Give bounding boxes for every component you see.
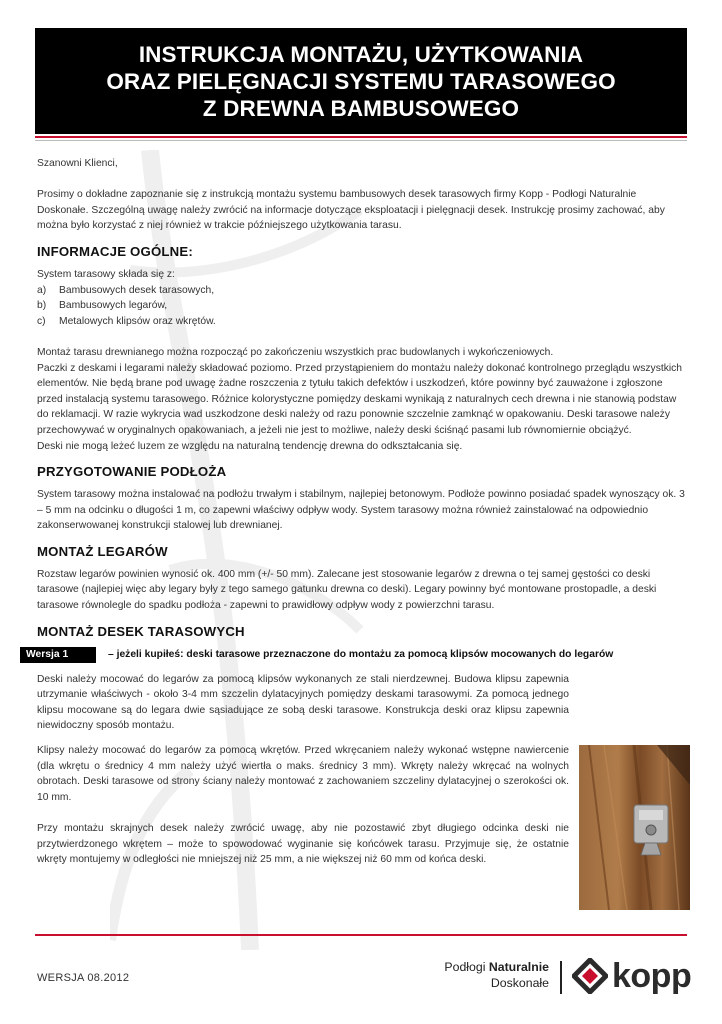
greeting: Szanowni Klienci,	[37, 158, 118, 169]
version-row	[26, 647, 685, 663]
footer-red-rule	[35, 934, 687, 936]
version-badge: Wersja 1	[20, 647, 96, 663]
list-text: Bambusowych legarów,	[59, 300, 168, 312]
brand-line2: Doskonałe	[490, 976, 549, 990]
heading-preparation: PRZYGOTOWANIE PODŁOŻA	[37, 464, 227, 480]
kopp-logo-icon	[572, 958, 608, 994]
clip-photo	[579, 745, 690, 910]
title-line-3: Z DREWNA BAMBUSOWEGO	[202, 95, 520, 121]
decking-paragraph-3: Przy montażu skrajnych desek należy zwrócić uwagę, aby nie pozostawić zbyt długiego odcinka deski nie przytwierdzonego wkrętem – może to spowodować wyginanie się końcówek tarasu. Przyjmuje się, że ostatnie wkręty montujemy w odległości nie mniejszej niż 25 mm, a nie większej niż 60 mm od końca deski.	[37, 823, 569, 866]
general-paragraph-2: Paczki z deskami i legarami należy składować poziomo. Przed przystąpieniem do montażu należy dokonać kontrolnego przeglądu wszystkich elementów. Nie będą brane pod uwagę żadne roszczenia z tytułu takich defektów i uszkodzeń, które powinny być zauważone i zgłoszone przed instalacją systemu tarasowego. Różnice kolorystyczne pomiędzy deskami wynikają z naturalnych cech drewna i nie stanowią podstaw do reklamacji. W razie wykrycia wad uszkodzone deski należy od razu ponownie szczelnie zamknąć w opakowaniu. Deski tarasowe należy przechowywać w oryginalnych opakowaniach, a jeżeli nie jest to możliwe, należy deski ściśnąć pasami lub równomiernie obciążyć.	[37, 362, 683, 436]
list-letter: b)	[37, 300, 47, 312]
heading-decking: MONTAŻ DESEK TARASOWYCH	[37, 623, 245, 639]
decking-paragraph-2: Klipsy należy mocować do legarów za pomocą wkrętów. Przed wkręcaniem należy wykonać wstępne nawiercenie (dla wkrętu o średnicy 4 mm należy użyć wiertła o maks. średnicy 3 mm). Wkręty należy wkręcać na wolnych obrotach. Deski tarasowe od strony ściany należy montować z zachowaniem szczeliny dylatacyjnej o szerokości ok. 10 mm.	[37, 745, 569, 803]
joists-paragraph: Rozstaw legarów powinien wynosić ok. 400 mm (+/- 50 mm). Zalecane jest stosowanie legarów z drewna o tej samej gęstości co deski tarasowe (najlepiej więc aby legary były z tego samego gatunku drewna co deski). Legary powinny być montowane prostopadle, a deski tarasowe równolegle do spadku podłoża - zapewni to prawidłowy odpływ wody z powierzchni tarasu.	[37, 568, 657, 612]
title-line-2: ORAZ PIELĘGNACJI SYSTEMU TARASOWEGO	[106, 68, 616, 94]
list-item	[37, 314, 685, 330]
brand-tagline	[444, 959, 549, 991]
list-item	[37, 298, 685, 314]
general-paragraph-1: Montaż tarasu drewnianego można rozpocząć po zakończeniu wszystkich prac budowlanych i wykończeniowych.	[37, 346, 554, 358]
version-description: – jeżeli kupiłeś: deski tarasowe przeznaczone do montażu za pomocą klipsów mocowanych do legarów	[108, 648, 614, 660]
list-letter: a)	[37, 284, 47, 296]
brand-line1-bold: Naturalnie	[488, 960, 549, 974]
heading-joists: MONTAŻ LEGARÓW	[37, 543, 168, 559]
general-paragraph-3: Deski nie mogą leżeć luzem ze względu na naturalną tendencję drewna do odkształcania się.	[37, 440, 463, 452]
document-version: WERSJA 08.2012	[37, 972, 130, 984]
list-letter: c)	[37, 315, 46, 327]
brand-line1-normal: Podłogi	[444, 960, 489, 974]
decking-paragraph-1: Deski należy mocować do legarów za pomocą klipsów wykonanych ze stali nierdzewnej. Budowa klipsu zapewnia utrzymanie właściwych - około 3-4 mm szczelin dylatacyjnych pomiędzy deskami tarasowymi. Za pomocą jednego klipsu mocowane są do legara dwie sąsiadujące ze sobą deski tarasowe. Konstrukcja deski oraz klipsu zapewnia niewidoczny sposób montażu.	[37, 673, 569, 732]
clip-illustration	[579, 745, 690, 910]
title-banner	[35, 28, 687, 134]
brand-separator	[560, 961, 562, 994]
preparation-paragraph: System tarasowy można instalować na podłożu trwałym i stabilnym, najlepiej betonowym. Podłoże powinno posiadać spadek wynoszący ok. 3 – 5 mm na odcinku o długości 1 m, co zapewni właściwy odpływ wody. System tarasowy można również zainstalować na odpowiednio zakonserwowanej konstrukcji stalowej lub drewnianej.	[37, 489, 685, 532]
header-grey-rule	[35, 140, 687, 141]
list-item	[37, 283, 685, 299]
list-text: Metalowych klipsów oraz wkrętów.	[59, 315, 216, 327]
components-intro: System tarasowy składa się z:	[37, 268, 175, 280]
list-text: Bambusowych desek tarasowych,	[59, 284, 215, 296]
heading-general: INFORMACJE OGÓLNE:	[37, 243, 193, 259]
kopp-logo	[572, 958, 691, 994]
title-line-1: INSTRUKCJA MONTAŻU, UŻYTKOWANIA	[138, 41, 584, 67]
intro-paragraph: Prosimy o dokładne zapoznanie się z instrukcją montażu systemu bambusowych desek tarasowych firmy Kopp - Podłogi Naturalnie Doskonałe. Szczególną uwagę należy zwrócić na informacje dotyczące eksploatacji i pielęgnacji desek. Instrukcję prosimy zachować, aby można było korzystać z niej również w trakcie późniejszego użytkowania tarasu.	[37, 189, 665, 232]
kopp-wordmark: kopp	[612, 957, 692, 995]
header-red-rule	[35, 136, 687, 138]
